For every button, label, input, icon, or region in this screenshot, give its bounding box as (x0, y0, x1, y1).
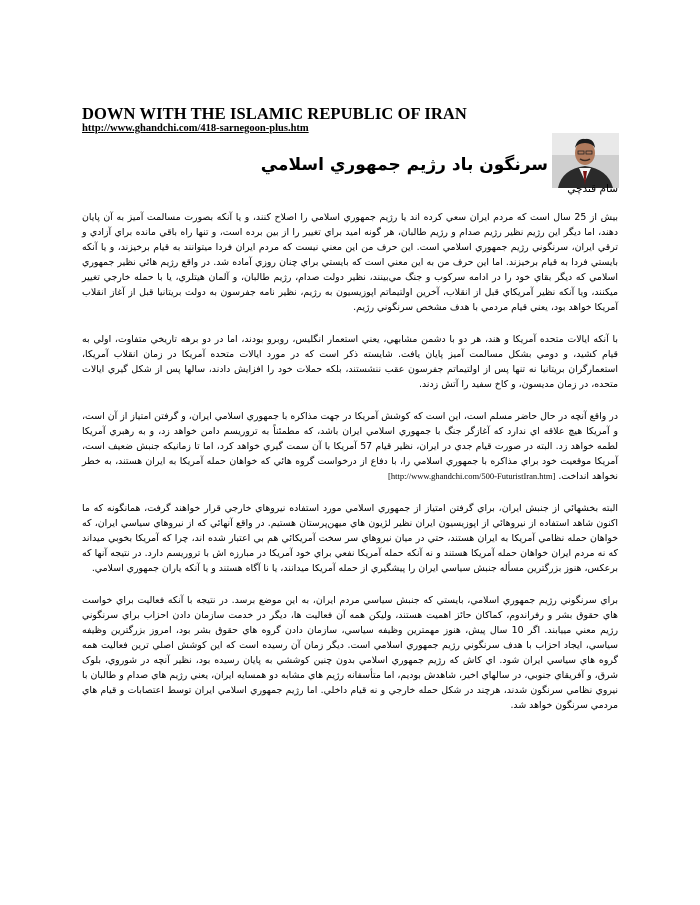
article-body (82, 210, 618, 730)
author-photo (552, 133, 619, 188)
author-name: سام قندچي (567, 183, 618, 195)
paragraph-1: بيش از 25 سال است که مردم ايران سعي کرده اند يا رژيم جمهوري اسلامي را اصلاح کنند، و يا آنکه بصورت مسالمت آميز به آن پايان دهند، اما ديگر اين رژيم نظير رژيم صدام و رژيم طالبان، هر گونه اميد براي تغيير را از بين برده است، و تنها راه باقي مانده براي آزادي و ترقي ايران، سرنگوني رژيم جمهوري اسلامي است. اين حرف من اين معني نيست که مردم ايران فردا ميتوانند به قيام برخيزند، و يا آنکه بايستي فردا به قيام برخيزند. اما اين حرف من به اين معني است که بايستي براي چنان روزي آماده شد. در واقع رژيم هائي نظير جمهوري اسلامي که ديگر بقاي خود را در ادامه سرکوب و جنگ مي‌بينند، نظير دولت صدام، رژيم طالبان، و آلمان هيتلري، يا با حمله خارجي تغيير ميکنند، ويا آنکه نظير آمريکاي قبل از انقلاب، آخرين اولتيماتم اپوزيسيون به رژيم، نظير نامه جفرسون به دولت بريتانيا قبل از آغاز انقلاب آمريکا خواهد بود، يعني قيام مردمي با هدف مشخص سرنگوني رژيم. (82, 212, 619, 313)
paragraph-4: البته بخشهائي از جنبش ايران، براي گرفتن امتياز از جمهوري اسلامي مورد استفاده نيروهاي خارجي قرار خواهند گرفت، همانگونه که ما اکنون شاهد استفاده از نيروهائي از اپوزيسيون ايران نظير لژيون هاي ميهن‌پرستان هستيم. در واقع آنهائي که از نيروهاي سياسي ايران، که خواهان حمله نظامي آمريکا به ايران هستند، حتي در ميان نيروهاي سر سخت آمريکائي هم بي اعتبار شده اند، چرا که آمريکا بخوبي ميداند که نه مردم ايران خواهان حمله آمريکا هستند و نه آنکه حمله آمريکا نفعي براي خود آمريکا در مبارزه اش با تروريسم دارد. در نتيجه آنها که برعکس، هنوز بزرگترين مسأله جنبش سياسي ايران را پيشگيري از حمله آمريکا ميدانند، يا نا آگاه هستند و يا آنکه ياران جمهوري اسلامي. (82, 503, 618, 574)
paragraph-5: براي سرنگوني رژيم جمهوري اسلامي، بايستي که جنبش سياسي مردم ايران، به اين موضع برسد. در نتيجه با آنکه فعاليت براي خواست هاي حقوق بشر و رفراندوم، کماکان حائز اهميت هستند، وليکن همه آن فعاليت ها، ديگر در خدمت سازمان دادن احزاب براي سرنگوني رژيم معني مييابند. اگر 10 سال پيش، هنوز مهمترين وظيفه سياسي، سازمان دادن گروه هاي حقوق بشر بود، امروز بزرگترين وظيفه سياسي، ايجاد احزاب با هدف سرنگوني رژيم جمهوري اسلامي است. ديگر زمان آن رسيده است که اين کوشش اصلي ترين فعاليت همه گروه هاي سياسي ايران شود. اي کاش که رژيم جمهوري اسلامي بدون چنين کوششي به پايان رسيده بود، نظير آنچه در شوروي، بلوک شرق، و آفريقاي جنوبي، در سالهاي اخير، شاهدش بوديم، اما متأسفانه رژيم هاي مشابه دو همسايه ايران، يعني رژيم هاي صدام و طالبان با نيروي نظامي سرنگون شدند، هرچند در شکل حمله خارجي و نه قيام داخلي. اما رژيم جمهوري اسلامي ايران توسط اعتصابات و قيام هاي مردمي سرنگون خواهد شد. (82, 595, 618, 711)
author-portrait-photo-icon (552, 133, 619, 188)
futurist-iran-link[interactable]: [http://www.ghandchi.com/500-FuturistIran.htm] (388, 471, 556, 481)
paragraph-3-text: در واقع آنچه در حال حاضر مسلم است، اين است که کوشش آمريکا در جهت مذاکره با جمهوري اسلامي ايران، و گرفتن امتياز از آن است، و آمريکا هيچ علاقه اي ندارد که آغازگر جنگ با جمهوري اسلامي ايران باشد، که مطمئناً به تروريسم دامن خواهد زد، و به رهبري آمريکا لطمه خواهد زد. البته در صورت قيام جدي در ايران، نظير قيام 57 آمريکا با آن سمت گيري خواهد کرد، اما تا زمانيکه جنبش ضعيف است، آمريکا موقعيت خود براي مذاکره با جمهوري اسلامي را، با دفاع از درخواست گروه هائي که خواهان حمله آمريکا به ايران هستند، به خطر نخواهد انداخت. (82, 411, 618, 482)
english-headline: DOWN WITH THE ISLAMIC REPUBLIC OF IRAN (82, 104, 467, 123)
article-title: سرنگون باد رژيم جمهوري اسلامي (260, 155, 548, 175)
article-url-link[interactable]: http://www.ghandchi.com/418-sarnegoon-plus.htm (82, 123, 309, 134)
paragraph-3 (82, 409, 618, 484)
paragraph-2: با آنکه ايالات متحده آمريکا و هند، هر دو با دشمن مشابهي، يعني استعمار انگليس، روبرو بودند، اما در دو برهه تاريخي متفاوت، اولي به قيام کشيد، و دومي بشکل مسالمت آميز پايان يافت. شايسته ذکر است که در مورد ايالات متحده آمريکا در زمان انقلاب آمريکا، استعمارگران بريتانيا نه تنها پس از اولتيماتم جفرسون عقب ننشستند، بلکه حملات خود را افزايش دادند، سالها پس از شکل گيري ايالات متحده، در زمان مديسون، و کاخ سفيد را آتش زدند. (82, 334, 618, 390)
